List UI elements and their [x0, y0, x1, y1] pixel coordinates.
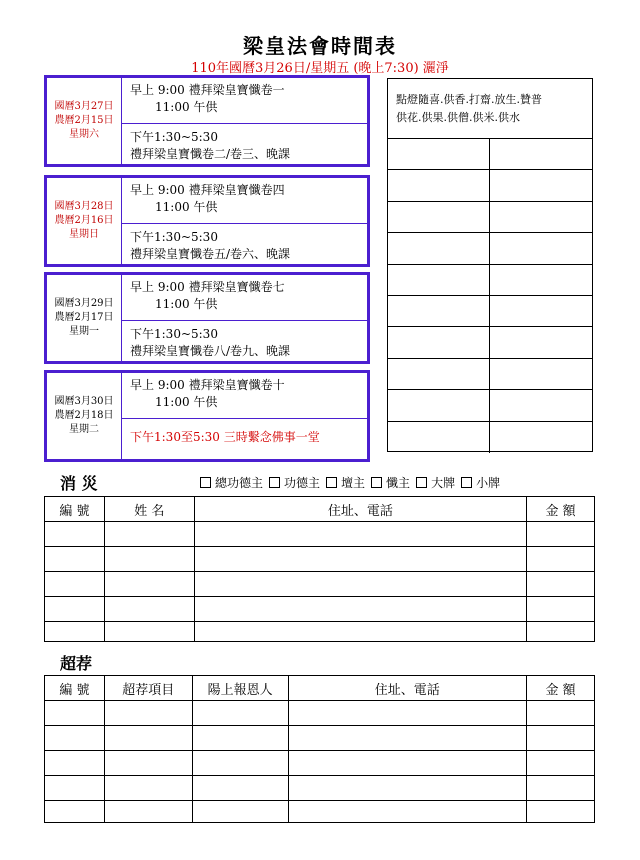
option-checkbox[interactable]	[269, 474, 320, 491]
offerings-row[interactable]	[388, 170, 592, 201]
noon-line: 11:00 午供	[155, 297, 218, 311]
checkbox-icon[interactable]	[269, 477, 280, 488]
column-header: 編 號	[45, 497, 105, 522]
column-header: 住址、電話	[194, 497, 526, 522]
checkbox-icon[interactable]	[371, 477, 382, 488]
column-header: 金 額	[527, 676, 595, 701]
afternoon-time: 下午1:30~5:30	[130, 130, 218, 144]
offerings-row[interactable]	[388, 359, 592, 390]
chaojian-label: 超荐	[60, 654, 93, 673]
column-header: 陽上報恩人	[192, 676, 288, 701]
lunar-date: 農曆2月16日	[54, 215, 114, 226]
table-row[interactable]	[45, 751, 595, 776]
noon-line: 11:00 午供	[155, 100, 218, 114]
option-label: 總功德主	[215, 476, 264, 490]
offerings-header	[388, 79, 592, 139]
afternoon-schedule	[122, 419, 367, 459]
afternoon-content: 禮拜梁皇寶懺卷五/卷六、晚課	[130, 247, 291, 261]
weekday: 星期六	[69, 129, 99, 140]
xiaozai-table	[44, 496, 595, 642]
noon-line: 11:00 午供	[155, 395, 218, 409]
afternoon-schedule	[122, 124, 367, 164]
checkbox-icon[interactable]	[200, 477, 211, 488]
column-header: 金 額	[527, 497, 595, 522]
offerings-row[interactable]	[388, 327, 592, 358]
option-label: 大牌	[431, 476, 456, 490]
day-date	[47, 373, 122, 459]
option-label: 懺主	[386, 476, 411, 490]
table-row[interactable]	[45, 572, 595, 597]
option-label: 功德主	[284, 476, 321, 490]
option-checkbox[interactable]	[326, 474, 365, 491]
table-header-row	[45, 497, 595, 522]
option-checkbox[interactable]	[416, 474, 455, 491]
offerings-line-1: 點燈隨喜.供香.打齋.放生.贊普	[396, 93, 542, 106]
afternoon-content: 禮拜梁皇寶懺卷八/卷九、晚課	[130, 344, 291, 358]
table-row[interactable]	[45, 701, 595, 726]
weekday: 星期一	[69, 326, 99, 337]
morning-line: 早上 9:00 禮拜梁皇寶懺卷七	[130, 280, 285, 294]
offerings-table	[387, 78, 593, 452]
weekday: 星期二	[69, 424, 99, 435]
afternoon-content: 禮拜梁皇寶懺卷二/卷三、晚課	[130, 147, 291, 161]
greg-date: 國曆3月29日	[54, 298, 114, 309]
column-header: 編 號	[45, 676, 105, 701]
afternoon-time: 下午1:30~5:30	[130, 327, 218, 341]
option-checkbox[interactable]	[371, 474, 410, 491]
offerings-row[interactable]	[388, 296, 592, 327]
day-block-1	[44, 75, 370, 167]
page-title: 梁皇法會時間表	[243, 34, 397, 58]
checkbox-icon[interactable]	[461, 477, 472, 488]
option-checkbox[interactable]	[461, 474, 500, 491]
morning-line: 早上 9:00 禮拜梁皇寶懺卷一	[130, 83, 285, 97]
table-row[interactable]	[45, 597, 595, 622]
morning-line: 早上 9:00 禮拜梁皇寶懺卷十	[130, 378, 285, 392]
afternoon-schedule	[122, 321, 367, 361]
option-checkbox[interactable]	[200, 474, 263, 491]
table-row[interactable]	[45, 776, 595, 801]
offerings-row[interactable]	[388, 139, 592, 170]
table-row[interactable]	[45, 801, 595, 823]
afternoon-time: 下午1:30至5:30 三時繫念佛事一堂	[130, 430, 320, 444]
morning-line: 早上 9:00 禮拜梁皇寶懺卷四	[130, 183, 285, 197]
morning-schedule	[122, 178, 367, 224]
checkbox-icon[interactable]	[326, 477, 337, 488]
xiaozai-label: 消 災	[60, 474, 98, 493]
offerings-row[interactable]	[388, 233, 592, 264]
offerings-line-2: 供花.供果.供僧.供米.供水	[396, 111, 520, 124]
table-row[interactable]	[45, 522, 595, 547]
greg-date: 國曆3月30日	[54, 396, 114, 407]
checkbox-icon[interactable]	[416, 477, 427, 488]
lunar-date: 農曆2月17日	[54, 312, 114, 323]
day-date	[47, 275, 122, 361]
offerings-row[interactable]	[388, 202, 592, 233]
chaojian-table	[44, 675, 595, 823]
option-label: 壇主	[341, 476, 366, 490]
morning-schedule	[122, 373, 367, 419]
option-label: 小牌	[476, 476, 501, 490]
morning-schedule	[122, 275, 367, 321]
table-row[interactable]	[45, 726, 595, 751]
day-date	[47, 178, 122, 264]
day-date	[47, 78, 122, 164]
weekday: 星期日	[69, 229, 99, 240]
lunar-date: 農曆2月18日	[54, 410, 114, 421]
day-block-4	[44, 370, 370, 462]
table-row[interactable]	[45, 547, 595, 572]
offerings-row[interactable]	[388, 265, 592, 296]
column-header: 住址、電話	[288, 676, 527, 701]
greg-date: 國曆3月27日	[54, 101, 114, 112]
afternoon-schedule	[122, 224, 367, 264]
morning-schedule	[122, 78, 367, 124]
afternoon-time: 下午1:30~5:30	[130, 230, 218, 244]
lunar-date: 農曆2月15日	[54, 115, 114, 126]
column-header: 姓 名	[104, 497, 194, 522]
day-block-3	[44, 272, 370, 364]
xiaozai-options	[200, 474, 500, 491]
offerings-row[interactable]	[388, 422, 592, 453]
greg-date: 國曆3月28日	[54, 201, 114, 212]
noon-line: 11:00 午供	[155, 200, 218, 214]
column-header: 超荐項目	[104, 676, 192, 701]
table-row[interactable]	[45, 622, 595, 642]
offerings-row[interactable]	[388, 390, 592, 421]
page-subtitle: 110年國曆3月26日/星期五 (晚上7:30) 灑淨	[191, 61, 449, 76]
table-header-row	[45, 676, 595, 701]
day-block-2	[44, 175, 370, 267]
